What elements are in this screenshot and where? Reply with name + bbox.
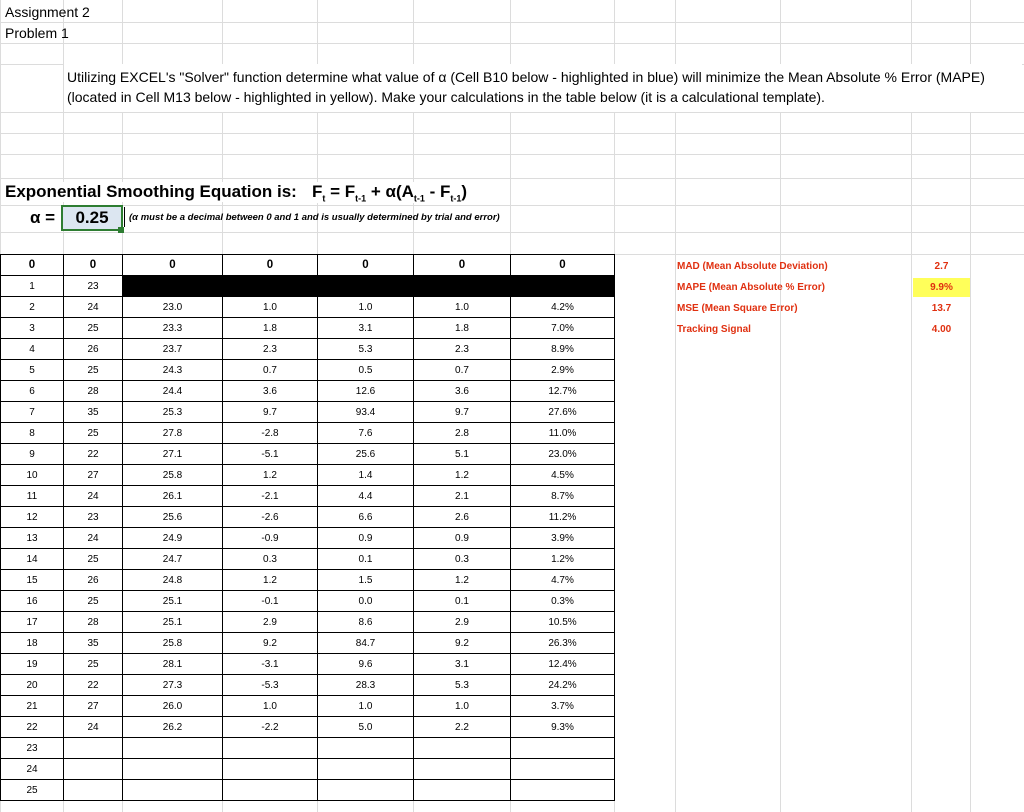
stats-label: Tracking Signal [677, 324, 751, 335]
table-cell[interactable]: 5.1 [414, 444, 511, 465]
stats-row [675, 319, 970, 340]
calculation-table [0, 254, 615, 801]
stats-value[interactable]: 2.7 [934, 261, 949, 272]
table-row [1, 318, 615, 339]
header-cell[interactable]: 0 [123, 255, 223, 276]
table-cell[interactable]: 9.6 [318, 654, 414, 675]
stats-panel [675, 256, 970, 340]
table-cell[interactable] [414, 780, 511, 801]
table-row [1, 423, 615, 444]
table-cell[interactable]: 8.7% [511, 486, 615, 507]
header-cell[interactable]: 0 [1, 255, 64, 276]
table-cell[interactable]: 24 [64, 717, 123, 738]
stats-row [675, 277, 970, 298]
table-cell[interactable]: 13 [1, 528, 64, 549]
table-cell[interactable]: 5 [1, 360, 64, 381]
table-cell[interactable]: 1 [1, 276, 64, 297]
header-cell[interactable]: 0 [64, 255, 123, 276]
table-cell[interactable]: 25.3 [123, 402, 223, 423]
alpha-label: α = [30, 208, 56, 227]
table-cell[interactable]: 2.9% [511, 360, 615, 381]
table-cell[interactable]: 3.7% [511, 696, 615, 717]
table-cell[interactable]: 23.3 [123, 318, 223, 339]
table-cell[interactable]: 2.6 [414, 507, 511, 528]
table-cell[interactable]: 1.0 [318, 696, 414, 717]
table-header-row [1, 255, 615, 276]
table-cell[interactable]: 4.2% [511, 297, 615, 318]
table-cell[interactable]: 84.7 [318, 633, 414, 654]
table-row [1, 528, 615, 549]
table-cell[interactable]: 3 [1, 318, 64, 339]
table-cell[interactable]: 3.6 [414, 381, 511, 402]
table-cell[interactable]: 24 [64, 297, 123, 318]
table-cell[interactable]: 2.9 [414, 612, 511, 633]
table-cell[interactable]: 27.8 [123, 423, 223, 444]
table-cell[interactable]: 24 [64, 486, 123, 507]
table-cell[interactable]: 24.7 [123, 549, 223, 570]
table-cell[interactable]: 10.5% [511, 612, 615, 633]
table-cell[interactable]: 1.2 [223, 465, 318, 486]
table-cell[interactable]: 25.8 [123, 465, 223, 486]
table-row [1, 591, 615, 612]
table-cell[interactable] [223, 780, 318, 801]
table-row [1, 465, 615, 486]
problem-label: Problem 1 [5, 25, 69, 41]
table-row [1, 570, 615, 591]
table-cell[interactable]: 2.3 [223, 339, 318, 360]
instructions-line-2: (located in Cell M13 below - highlighted in yellow). Make your calculations in the table below (it is a calculational template). [67, 89, 825, 105]
table-cell[interactable]: 1.2 [414, 570, 511, 591]
table-cell[interactable]: -0.1 [223, 591, 318, 612]
table-cell[interactable]: 2.8 [414, 423, 511, 444]
table-cell[interactable]: 1.4 [318, 465, 414, 486]
table-cell[interactable]: 24.8 [123, 570, 223, 591]
table-cell[interactable]: 24 [64, 528, 123, 549]
table-cell[interactable] [511, 759, 615, 780]
table-cell[interactable]: 26.0 [123, 696, 223, 717]
table-cell[interactable] [223, 738, 318, 759]
table-cell[interactable]: 10 [1, 465, 64, 486]
table-cell[interactable]: -2.8 [223, 423, 318, 444]
fill-handle[interactable] [118, 227, 124, 233]
table-cell[interactable]: 0.3 [414, 549, 511, 570]
table-cell[interactable]: 6.6 [318, 507, 414, 528]
table-cell[interactable]: 27 [64, 465, 123, 486]
table-cell[interactable]: 9.7 [223, 402, 318, 423]
table-cell[interactable]: 26.1 [123, 486, 223, 507]
table-cell[interactable]: 0.7 [223, 360, 318, 381]
stats-label: MAD (Mean Absolute Deviation) [677, 261, 828, 272]
table-cell[interactable]: 0.3% [511, 591, 615, 612]
table-cell[interactable]: 19 [1, 654, 64, 675]
table-cell[interactable]: 20 [1, 675, 64, 696]
table-cell[interactable]: 0.3 [223, 549, 318, 570]
table-cell[interactable]: 27 [64, 696, 123, 717]
table-cell[interactable]: 25.1 [123, 612, 223, 633]
table-cell[interactable]: 28.1 [123, 654, 223, 675]
table-cell[interactable]: 24.3 [123, 360, 223, 381]
stats-value[interactable]: 13.7 [931, 303, 952, 314]
table-cell[interactable]: 1.0 [318, 297, 414, 318]
table-cell[interactable]: 1.8 [414, 318, 511, 339]
table-cell[interactable]: 1.0 [223, 297, 318, 318]
table-cell[interactable]: 11.2% [511, 507, 615, 528]
table-cell[interactable]: 9.2 [414, 633, 511, 654]
table-cell[interactable]: 23 [64, 276, 123, 297]
assignment-label: Assignment 2 [5, 4, 90, 20]
table-row [1, 381, 615, 402]
table-cell[interactable]: 25.1 [123, 591, 223, 612]
table-row [1, 717, 615, 738]
table-cell[interactable]: 7 [1, 402, 64, 423]
equation-formula: $F_t = F_{t-1} + \alpha(A_{t-1} - F_{t-1})$ [312, 182, 468, 204]
table-cell[interactable]: 28.3 [318, 675, 414, 696]
table-cell[interactable] [318, 780, 414, 801]
stats-row [675, 256, 970, 277]
table-cell[interactable]: 5.3 [414, 675, 511, 696]
table-cell[interactable]: 23.0 [123, 297, 223, 318]
table-cell[interactable]: 25 [64, 423, 123, 444]
table-cell[interactable] [511, 780, 615, 801]
stats-label: MAPE (Mean Absolute % Error) [677, 282, 825, 293]
table-cell[interactable] [64, 780, 123, 801]
table-cell[interactable]: 9.7 [414, 402, 511, 423]
blacked-out-cell[interactable] [123, 276, 615, 297]
table-cell[interactable]: 22 [1, 717, 64, 738]
table-cell[interactable] [414, 759, 511, 780]
table-cell[interactable]: 27.1 [123, 444, 223, 465]
table-cell[interactable]: -2.6 [223, 507, 318, 528]
table-cell[interactable]: 25 [64, 360, 123, 381]
table-row [1, 549, 615, 570]
table-cell[interactable]: 15 [1, 570, 64, 591]
table-cell[interactable]: 23 [64, 507, 123, 528]
table-cell[interactable]: 14 [1, 549, 64, 570]
equation-title: Exponential Smoothing Equation is: [5, 182, 297, 201]
table-cell[interactable]: 12.6 [318, 381, 414, 402]
table-cell[interactable]: 18 [1, 633, 64, 654]
table-cell[interactable]: 1.0 [414, 297, 511, 318]
table-row [1, 276, 615, 297]
table-cell[interactable]: 0.1 [318, 549, 414, 570]
table-cell[interactable] [511, 738, 615, 759]
table-row [1, 654, 615, 675]
table-row [1, 339, 615, 360]
table-cell[interactable]: 16 [1, 591, 64, 612]
table-cell[interactable]: 9 [1, 444, 64, 465]
table-cell[interactable]: 1.8 [223, 318, 318, 339]
table-cell[interactable]: 27.6% [511, 402, 615, 423]
table-cell[interactable]: 35 [64, 402, 123, 423]
table-cell[interactable]: 12 [1, 507, 64, 528]
table-cell[interactable] [318, 759, 414, 780]
table-cell[interactable]: 3.9% [511, 528, 615, 549]
table-row [1, 507, 615, 528]
table-cell[interactable]: -3.1 [223, 654, 318, 675]
table-cell[interactable]: 3.6 [223, 381, 318, 402]
table-cell[interactable]: 12.7% [511, 381, 615, 402]
table-cell[interactable]: 24.4 [123, 381, 223, 402]
table-cell[interactable] [123, 738, 223, 759]
header-cell[interactable]: 0 [511, 255, 615, 276]
table-row [1, 780, 615, 801]
table-cell[interactable]: 4.4 [318, 486, 414, 507]
table-cell[interactable]: 25 [64, 591, 123, 612]
table-row [1, 297, 615, 318]
table-cell[interactable]: 26.2 [123, 717, 223, 738]
table-cell[interactable]: 9.2 [223, 633, 318, 654]
table-cell[interactable]: 22 [64, 444, 123, 465]
table-cell[interactable]: 1.2% [511, 549, 615, 570]
table-cell[interactable]: 24.9 [123, 528, 223, 549]
table-cell[interactable]: 2.9 [223, 612, 318, 633]
table-cell[interactable]: 11.0% [511, 423, 615, 444]
table-cell[interactable]: 22 [64, 675, 123, 696]
table-row [1, 696, 615, 717]
table-cell[interactable]: 2 [1, 297, 64, 318]
header-cell[interactable]: 0 [414, 255, 511, 276]
stats-rows [675, 256, 970, 340]
table-cell[interactable] [223, 759, 318, 780]
stats-label: MSE (Mean Square Error) [677, 303, 798, 314]
table-cell[interactable]: 4 [1, 339, 64, 360]
table-body [1, 255, 615, 801]
table-cell[interactable]: 25 [64, 549, 123, 570]
table-cell[interactable]: 26 [64, 570, 123, 591]
header-cell[interactable]: 0 [223, 255, 318, 276]
table-cell[interactable]: 1.0 [223, 696, 318, 717]
table-cell[interactable]: 2.2 [414, 717, 511, 738]
table-cell[interactable]: 3.1 [318, 318, 414, 339]
table-cell[interactable]: 6 [1, 381, 64, 402]
table-cell[interactable] [64, 738, 123, 759]
table-cell[interactable]: 4.7% [511, 570, 615, 591]
table-cell[interactable]: 7.6 [318, 423, 414, 444]
table-row [1, 612, 615, 633]
table-cell[interactable]: 9.3% [511, 717, 615, 738]
table-cell[interactable] [414, 738, 511, 759]
instructions-line-1: Utilizing EXCEL's "Solver" function determine what value of α (Cell B10 below - highlighted in blue) will minimize the Mean Absolute % Error (MAPE) [67, 69, 985, 85]
table-cell[interactable]: 0.9 [318, 528, 414, 549]
table-cell[interactable] [318, 738, 414, 759]
table-cell[interactable]: 5.0 [318, 717, 414, 738]
table-row [1, 633, 615, 654]
table-cell[interactable]: 1.2 [223, 570, 318, 591]
table-cell[interactable]: 0.5 [318, 360, 414, 381]
table-row [1, 738, 615, 759]
table-cell[interactable]: 25.6 [123, 507, 223, 528]
mape-value-cell[interactable]: 9.9% [913, 278, 970, 297]
note-bracket [124, 207, 125, 227]
table-row [1, 486, 615, 507]
table-cell[interactable]: 28 [64, 612, 123, 633]
alpha-input-cell[interactable]: 0.25 [61, 205, 123, 231]
table-cell[interactable]: 26 [64, 339, 123, 360]
stats-value[interactable]: 4.00 [931, 324, 952, 335]
table-cell[interactable]: 5.3 [318, 339, 414, 360]
table-cell[interactable] [123, 759, 223, 780]
table-cell[interactable]: 11 [1, 486, 64, 507]
table-cell[interactable]: 0.7 [414, 360, 511, 381]
table-cell[interactable]: 21 [1, 696, 64, 717]
table-cell[interactable]: 35 [64, 633, 123, 654]
table-cell[interactable]: 8.6 [318, 612, 414, 633]
table-cell[interactable]: 27.3 [123, 675, 223, 696]
instructions-block [63, 64, 1022, 112]
table-cell[interactable]: -2.2 [223, 717, 318, 738]
table-row [1, 360, 615, 381]
table-cell[interactable]: 25 [64, 318, 123, 339]
table-cell[interactable]: 2.3 [414, 339, 511, 360]
table-cell[interactable]: 26.3% [511, 633, 615, 654]
table-row [1, 675, 615, 696]
table-cell[interactable]: -5.3 [223, 675, 318, 696]
table-cell[interactable]: 28 [64, 381, 123, 402]
table-cell[interactable]: 24.2% [511, 675, 615, 696]
table-row [1, 759, 615, 780]
table-cell[interactable]: 93.4 [318, 402, 414, 423]
table-cell[interactable]: 25 [64, 654, 123, 675]
table-cell[interactable]: 1.5 [318, 570, 414, 591]
table-row [1, 444, 615, 465]
table-cell[interactable]: 12.4% [511, 654, 615, 675]
stats-row [675, 298, 970, 319]
table-cell[interactable]: 2.1 [414, 486, 511, 507]
table-cell[interactable]: 23.0% [511, 444, 615, 465]
table-cell[interactable]: -5.1 [223, 444, 318, 465]
table-cell[interactable]: 17 [1, 612, 64, 633]
alpha-note: (α must be a decimal between 0 and 1 and is usually determined by trial and error) [129, 212, 500, 223]
table-cell[interactable]: 0.0 [318, 591, 414, 612]
table-cell[interactable]: 8.9% [511, 339, 615, 360]
table-cell[interactable]: 23 [1, 738, 64, 759]
table-cell[interactable]: 24 [1, 759, 64, 780]
table-cell[interactable]: -0.9 [223, 528, 318, 549]
header-cell[interactable]: 0 [318, 255, 414, 276]
table-cell[interactable]: 8 [1, 423, 64, 444]
table-cell[interactable]: 25.8 [123, 633, 223, 654]
table-cell[interactable]: 1.2 [414, 465, 511, 486]
table-cell[interactable]: 7.0% [511, 318, 615, 339]
table-cell[interactable]: 23.7 [123, 339, 223, 360]
table-cell[interactable]: 25 [1, 780, 64, 801]
table-cell[interactable]: 3.1 [414, 654, 511, 675]
table-cell[interactable] [123, 780, 223, 801]
table-cell[interactable]: -2.1 [223, 486, 318, 507]
table-row [1, 402, 615, 423]
table-cell[interactable]: 25.6 [318, 444, 414, 465]
table-cell[interactable]: 1.0 [414, 696, 511, 717]
table-cell[interactable]: 0.1 [414, 591, 511, 612]
table-cell[interactable]: 0.9 [414, 528, 511, 549]
table-cell[interactable] [64, 759, 123, 780]
table-cell[interactable]: 4.5% [511, 465, 615, 486]
